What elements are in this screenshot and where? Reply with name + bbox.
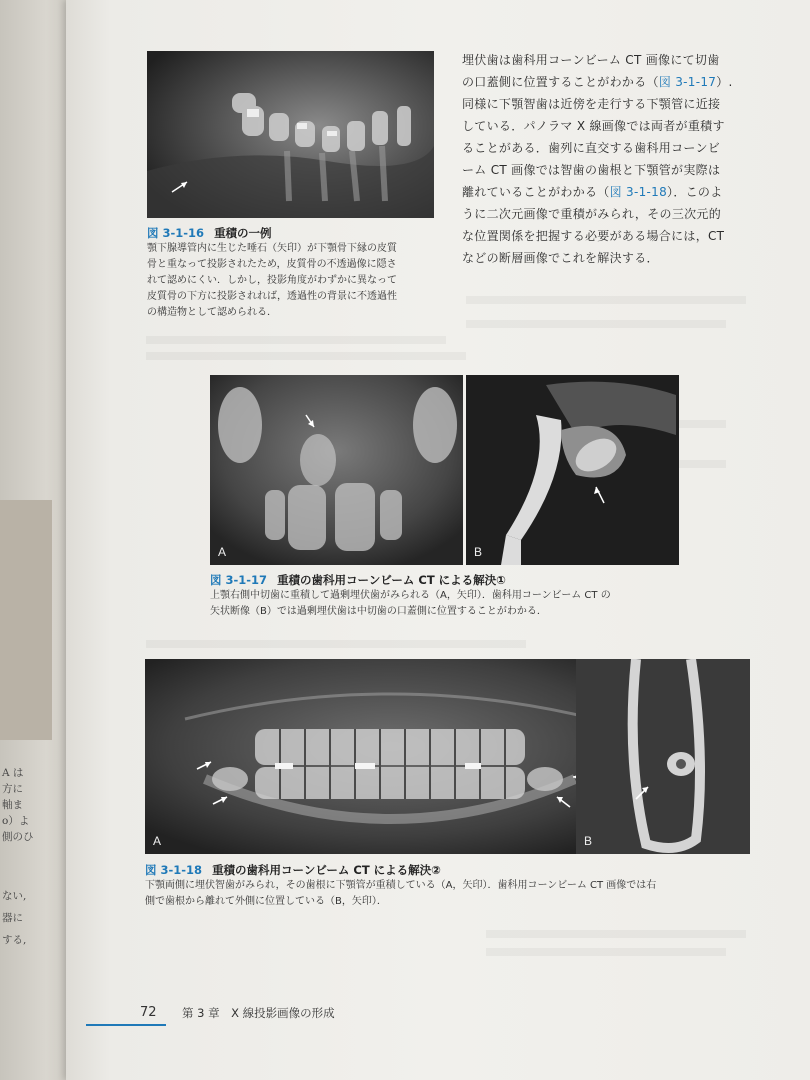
body-line: うに二次元画像で重積がみられ，その三次元的	[462, 207, 722, 221]
footer-rule	[86, 1024, 166, 1026]
caption-line: 側で歯根から離れて外側に位置している（B，矢印）．	[145, 896, 387, 907]
body-line: している．パノラマ X 線画像では両者が重積す	[462, 119, 725, 133]
previous-page-image-block	[0, 500, 52, 740]
caption-line: 矢状断像（B）では過剰埋伏歯は中切歯の口蓋側に位置することがわかる．	[210, 606, 547, 617]
figure-number: 図 3-1-17	[210, 573, 268, 587]
figure-number: 図 3-1-16	[147, 226, 205, 240]
body-line: などの断層画像でこれを解決する．	[462, 251, 659, 265]
figure-3-1-16-title	[147, 225, 272, 241]
previous-page-fragment: A は	[2, 767, 24, 779]
caption-line: 上顎右側中切歯に重積して過剰埋伏歯がみられる（A，矢印）．歯科用コーンビーム CT の	[210, 590, 611, 601]
previous-page-fragment: 器に	[2, 912, 23, 924]
caption-line: 骨と重なって投影されたため，皮質骨の不透過像に隠さ	[147, 259, 397, 270]
previous-page-fragment: ない,	[2, 890, 27, 902]
panel-label: A	[218, 545, 227, 559]
body-line: 離れていることがわかる（図 3-1-18）．このよ	[462, 185, 723, 199]
previous-page-fragment: 側のひ	[2, 831, 34, 843]
body-line: な位置関係を把握する必要がある場合には，CT	[462, 229, 725, 243]
caption-line: の構造物として認められる．	[147, 307, 277, 318]
caption-line: れて認めにくい．しかし，投影角度がわずかに異なって	[147, 275, 397, 286]
previous-page-fragment: o）よ	[2, 815, 30, 827]
caption-line: 皮質骨の下方に投影されれば，透過性の背景に不透過性	[147, 291, 397, 302]
caption-line: 下顎両側に埋伏智歯がみられ，その歯根に下顎管が重積している（A，矢印）．歯科用コーンビーム CT 画像では右	[145, 880, 657, 891]
body-line: 同様に下顎智歯は近傍を走行する下顎管に近接	[462, 97, 721, 111]
figure-3-1-17-caption	[210, 588, 611, 620]
panel-label: B	[584, 834, 593, 848]
page-number: 72	[140, 1005, 157, 1020]
body-line: 埋伏歯は歯科用コーンビーム CT 画像にて切歯	[462, 53, 720, 67]
figure-reference-link[interactable]: 図 3-1-17	[658, 75, 717, 89]
previous-page-edge	[0, 0, 66, 1080]
panel-label: B	[474, 545, 483, 559]
figure-3-1-17-panel-a	[210, 375, 463, 565]
figure-3-1-18-title	[145, 862, 441, 878]
caption-line: 顎下腺導管内に生じた唾石（矢印）が下顎骨下縁の皮質	[147, 243, 397, 254]
figure-3-1-16-image	[147, 51, 434, 218]
figure-number: 図 3-1-18	[145, 863, 203, 877]
figure-title-text: 重積の歯科用コーンビーム CT による解決①	[277, 573, 506, 587]
figure-3-1-18-panel-b	[576, 659, 750, 854]
figure-3-1-17-title	[210, 572, 506, 588]
figure-title-text: 重積の歯科用コーンビーム CT による解決②	[212, 863, 441, 877]
figure-3-1-16-caption	[147, 241, 397, 321]
body-line: の口蓋側に位置することがわかる（図 3-1-17）.	[462, 75, 733, 89]
chapter-title: 第 3 章 X 線投影画像の形成	[182, 1006, 335, 1020]
panel-label: A	[153, 834, 162, 848]
book-page	[66, 0, 810, 1080]
figure-3-1-18-caption	[145, 878, 656, 910]
figure-title-text: 重積の一例	[214, 226, 272, 240]
figure-3-1-18-panel-a	[145, 659, 637, 854]
previous-page-fragment: する,	[2, 934, 27, 946]
previous-page-fragment: 軸ま	[2, 799, 23, 811]
previous-page-fragment: 方に	[2, 783, 23, 795]
body-line: ーム CT 画像では智歯の歯根と下顎管が実際は	[462, 163, 721, 177]
body-line: ることがある．歯列に直交する歯科用コーンビ	[462, 141, 721, 155]
figure-reference-link[interactable]: 図 3-1-18	[609, 185, 668, 199]
figure-3-1-17-panel-b	[466, 375, 679, 565]
